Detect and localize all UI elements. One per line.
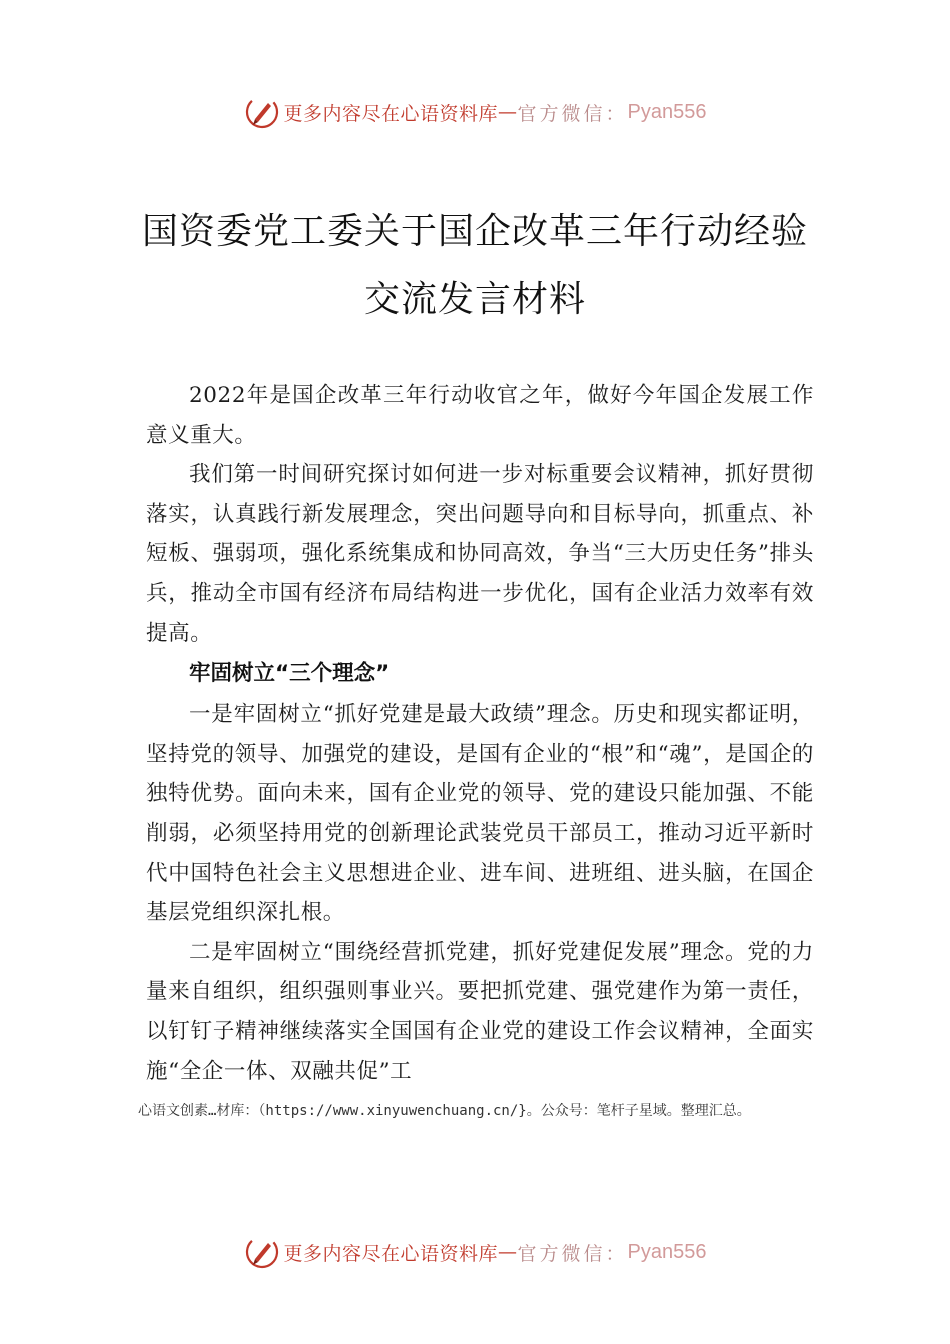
footnote: 心语文创素…材库：（https://www.xinyuwenchuang.cn/}。公众号：笔杆子星域。整理汇总。 <box>138 1103 751 1119</box>
header-banner <box>0 92 950 132</box>
banner-text: 更多内容尽在心语资料库 <box>283 102 499 125</box>
footer-banner <box>0 1232 950 1272</box>
banner-wechat-id: Pyan556 <box>627 1240 707 1263</box>
paragraph-concept-1: 一是牢固树立“抓好党建是最大政绩”理念。历史和现实都证明，坚持党的领导、加强党的建设，是国有企业的“根”和“魂”，是国企的独特优势。面向未来，国有企业党的领导、党的建设只能加强、不能削弱，必须坚持用党的创新理论武装党员干部员工，推动习近平新时代中国特色社会主义思想进企业、进车间、进班组、进头脑，在国企基层党组织深扎根。 <box>146 702 814 926</box>
pen-leaf-logo-icon <box>244 1234 280 1270</box>
section-heading: 牢固树立“三个理念” <box>189 661 390 687</box>
paragraph-concept-2: 二是牢固树立“围绕经营抓党建，抓好党建促发展”理念。党的力量来自组织，组织强则事业兴。要把抓党建、强党建作为第一责任，以钉钉子精神继续落实全国国有企业党的建设工作会议精神，全面实施“全企一体、双融共促”工 <box>146 939 814 1084</box>
banner-text: 更多内容尽在心语资料库 <box>283 1242 499 1265</box>
banner-dash: — <box>498 1241 518 1263</box>
title-line-1: 国资委党工委关于国企改革三年行动经验 <box>141 211 808 252</box>
paragraph-summary: 我们第一时间研究探讨如何进一步对标重要会议精神，抓好贯彻落实，认真践行新发展理念，突出问题导向和目标导向，抓重点、补短板、强弱项，强化系统集成和协同高效，争当“三大历史任务”排头兵，推动全市国有经济布局结构进一步优化，国有企业活力效率有效提高。 <box>146 462 814 646</box>
document-body <box>146 376 814 1091</box>
pen-leaf-logo-icon <box>244 94 280 130</box>
paragraph-intro: 2022年是国企改革三年行动收官之年，做好今年国企发展工作意义重大。 <box>146 383 814 448</box>
banner-wechat-label: 官方微信： <box>517 1242 628 1265</box>
document-title <box>100 198 850 334</box>
banner-wechat-label: 官方微信： <box>517 102 628 125</box>
banner-wechat-id: Pyan556 <box>627 100 707 123</box>
title-line-2: 交流发言材料 <box>363 279 586 320</box>
banner-dash: — <box>498 101 518 123</box>
